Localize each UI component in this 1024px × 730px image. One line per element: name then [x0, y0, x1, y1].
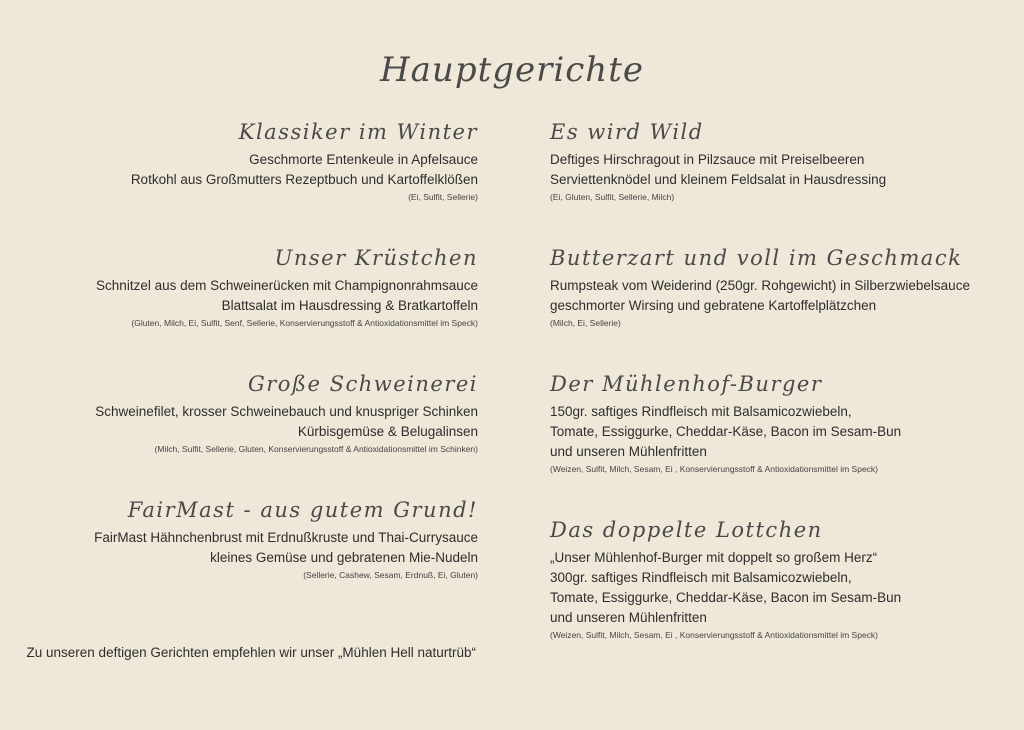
dish-heading: Der Mühlenhof-Burger	[550, 372, 823, 396]
allergen-info: (Ei, Sulfit, Sellerie)	[408, 192, 478, 202]
dish-es-wird-wild	[550, 120, 1010, 204]
dish-description: 150gr. saftiges Rindfleisch mit Balsamicozwiebeln,	[550, 404, 852, 419]
dish-description: und unseren Mühlenfritten	[550, 444, 707, 459]
dish-heading: FairMast - aus gutem Grund!	[127, 498, 478, 522]
dish-heading: Das doppelte Lottchen	[550, 518, 823, 542]
allergen-info: (Ei, Gluten, Sulfit, Sellerie, Milch)	[550, 192, 675, 202]
dish-description: FairMast Hähnchenbrust mit Erdnußkruste und Thai-Currysauce	[94, 530, 478, 545]
dish-description: Schnitzel aus dem Schweinerücken mit Champignonrahmsauce	[96, 278, 478, 293]
dish-description: Blattsalat im Hausdressing & Bratkartoffeln	[221, 298, 478, 313]
dish-description: Kürbisgemüse & Belugalinsen	[297, 424, 478, 439]
beer-recommendation: Zu unseren deftigen Gerichten empfehlen wir unser „Mühlen Hell naturtrüb“	[26, 645, 476, 660]
dish-description: 300gr. saftiges Rindfleisch mit Balsamicozwiebeln,	[550, 570, 852, 585]
dish-description: Rumpsteak vom Weiderind (250gr. Rohgewicht) in Silberzwiebelsauce	[550, 278, 970, 293]
allergen-info: (Weizen, Sulfit, Milch, Sesam, Ei , Konservierungsstoff & Antioxidationsmittel im Speck)	[550, 464, 879, 474]
allergen-info: (Milch, Sulfit, Sellerie, Gluten, Konservierungsstoff & Antioxidationsmittel im Schinken)	[154, 444, 478, 454]
dish-heading: Es wird Wild	[550, 120, 704, 144]
dish-muehlenhof-burger	[550, 372, 1010, 476]
dish-description: und unseren Mühlenfritten	[550, 610, 707, 625]
allergen-info: (Gluten, Milch, Ei, Sulfit, Senf, Sellerie, Konservierungsstoff & Antioxidationsmittel im Speck)	[131, 318, 478, 328]
dish-description: Rotkohl aus Großmutters Rezeptbuch und Kartoffelklößen	[130, 172, 478, 187]
dish-description: Serviettenknödel und kleinem Feldsalat in Hausdressing	[550, 172, 887, 187]
allergen-info: (Milch, Ei, Sellerie)	[550, 318, 621, 328]
dish-fairmast	[8, 498, 478, 582]
allergen-info: (Weizen, Sulfit, Milch, Sesam, Ei , Konservierungsstoff & Antioxidationsmittel im Speck)	[550, 630, 879, 640]
dish-doppelte-lottchen	[550, 518, 1010, 642]
dish-description: Tomate, Essiggurke, Cheddar-Käse, Bacon im Sesam-Bun	[550, 590, 902, 605]
dish-unser-kruestchen	[8, 246, 478, 330]
dish-description: Deftiges Hirschragout in Pilzsauce mit Preiselbeeren	[550, 152, 865, 167]
dish-description: geschmorter Wirsing und gebratene Kartoffelplätzchen	[550, 298, 877, 313]
dish-heading: Butterzart und voll im Geschmack	[550, 246, 963, 270]
dish-heading: Klassiker im Winter	[238, 120, 478, 144]
dish-description: Tomate, Essiggurke, Cheddar-Käse, Bacon im Sesam-Bun	[550, 424, 902, 439]
dish-description: kleines Gemüse und gebratenen Mie-Nudeln	[210, 550, 478, 565]
dish-description: Schweinefilet, krosser Schweinebauch und knuspriger Schinken	[95, 404, 478, 419]
page-title: Hauptgerichte	[380, 50, 644, 90]
dish-butterzart	[550, 246, 1010, 330]
dish-heading: Große Schweinerei	[247, 372, 478, 396]
dish-heading: Unser Krüstchen	[274, 246, 478, 270]
dish-klassiker-im-winter	[8, 120, 478, 204]
allergen-info: (Sellerie, Cashew, Sesam, Erdnuß, Ei, Gluten)	[303, 570, 478, 580]
dish-grosse-schweinerei	[8, 372, 478, 456]
dish-description: „Unser Mühlenhof-Burger mit doppelt so großem Herz“	[550, 550, 878, 565]
dish-description: Geschmorte Entenkeule in Apfelsauce	[249, 152, 478, 167]
